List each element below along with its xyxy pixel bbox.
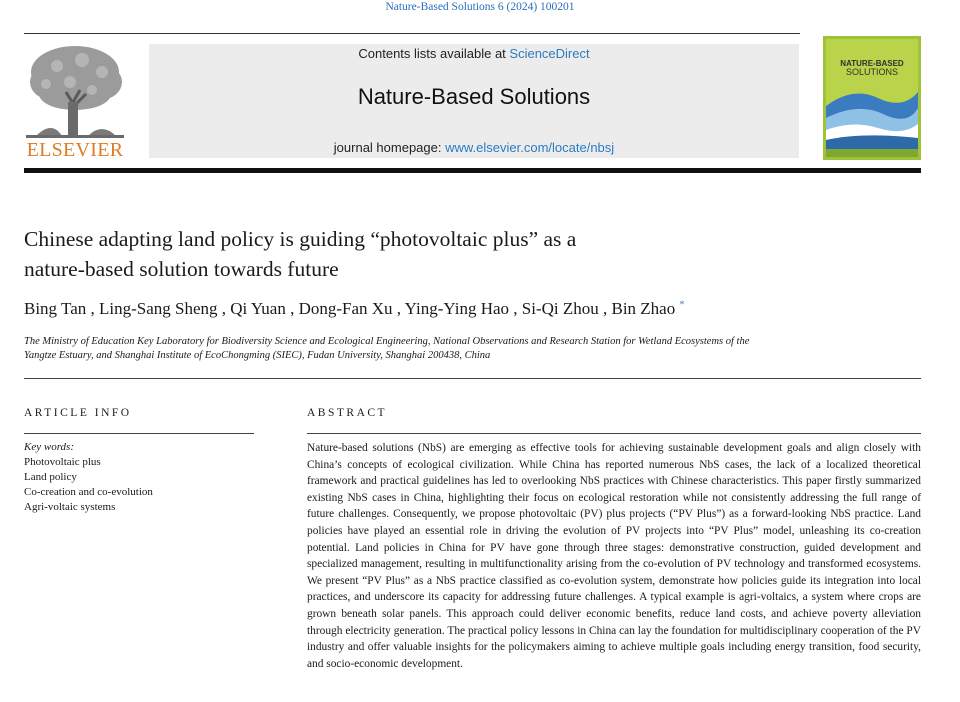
journal-homepage-link[interactable]: www.elsevier.com/locate/nbsj xyxy=(445,140,615,155)
abstract-rule xyxy=(307,433,921,434)
journal-homepage-line xyxy=(149,140,799,155)
journal-citation[interactable]: Nature-Based Solutions 6 (2024) 100201 xyxy=(385,1,575,13)
article-info-rule xyxy=(24,433,254,434)
cover-title xyxy=(823,60,921,76)
journal-cover-art-icon xyxy=(823,36,921,160)
sciencedirect-link[interactable]: ScienceDirect xyxy=(509,46,590,61)
corresponding-author-marker[interactable]: * xyxy=(679,299,685,311)
affiliation-line1: The Ministry of Education Key Laboratory for Biodiversity Science and Ecological Engineering, National Observations and Research Station for Wetland Ecosystems of the xyxy=(24,336,750,347)
article-title xyxy=(24,224,744,284)
article-title-line1: Chinese adapting land policy is guiding “photovoltaic plus” as a xyxy=(24,227,577,251)
article-info-heading: ARTICLE INFO xyxy=(24,407,132,419)
affiliation-rule xyxy=(24,378,921,379)
keywords-label: Key words: xyxy=(24,441,75,453)
header-top-rule xyxy=(24,33,800,34)
author-list xyxy=(24,299,924,319)
keyword-item[interactable]: Photovoltaic plus xyxy=(24,456,101,468)
elsevier-wordmark: ELSEVIER xyxy=(26,139,124,161)
keyword-item[interactable]: Agri-voltaic systems xyxy=(24,501,116,513)
cover-title-line1: NATURE-BASED xyxy=(840,59,904,68)
header-thick-rule xyxy=(24,168,921,173)
article-title-line2: nature-based solution towards future xyxy=(24,257,339,281)
journal-title[interactable]: Nature-Based Solutions xyxy=(357,84,591,109)
abstract-text: Nature-based solutions (NbS) are emerging as effective tools for achieving sustainable development goals and align closely with China’s concepts of ecological civilization. While China has reported numerous NbS cases, the lack of a localized theoretical framework and practical guidelines has led to overlooking NbS practices with Chinese characteristics. This paper firstly summarized existing NbS cases in China, highlighting their focus on ecological restoration while not consistently addressing the full range of future challenges. Consequently, we propose photovoltaic (PV) plus projects (“PV Plus”) as a forward-looking NbS practice. Land policies have played an essential role in driving the evolution of PV projects into “PV Plus” model, unleashing its co-creation potential. Land policies in China for PV have gone through three stages: demonstrative construction, guided development and specialized management, resulting in multifunctionality arising from the co-evolution of PV technology and transformed ecosystems. We present “PV Plus” as a NbS practice classified as co-evolution system, demonstrate how policies guide its integration into local practices, and underscore its capacity for addressing future challenges. A typical example is agri-voltaics, a system where crops are grown beneath solar panels. This approach could deliver economic benefits, reduce land costs, and achieve poverty alleviation through electricity generation. The practical policy lessons in China can lay the foundation for multidisciplinary cooperation of the PV industry and offer valuable insights for the policymakers aiming to achieve multiple goals including energy transition, food security, and socio-economic development. xyxy=(307,442,921,670)
homepage-prefix: journal homepage: xyxy=(333,140,446,155)
author-affiliation xyxy=(24,335,824,363)
keyword-item[interactable]: Land policy xyxy=(24,471,77,483)
author-names: Bing Tan , Ling-Sang Sheng , Qi Yuan , Dong-Fan Xu , Ying-Ying Hao , Si-Qi Zhou , Bin Zhao xyxy=(24,299,676,318)
affiliation-line2: Yangtze Estuary, and Shanghai Institute of EcoChongming (SIEC), Fudan University, Shanghai 200438, China xyxy=(24,350,491,361)
keyword-item[interactable]: Co-creation and co-evolution xyxy=(24,486,153,498)
contents-prefix: Contents lists available at xyxy=(358,46,510,61)
journal-masthead xyxy=(149,44,799,158)
journal-cover-thumbnail[interactable] xyxy=(823,36,921,160)
contents-available-line xyxy=(149,46,799,61)
abstract-heading: ABSTRACT xyxy=(307,407,388,419)
cover-title-line2: SOLUTIONS xyxy=(845,67,898,77)
